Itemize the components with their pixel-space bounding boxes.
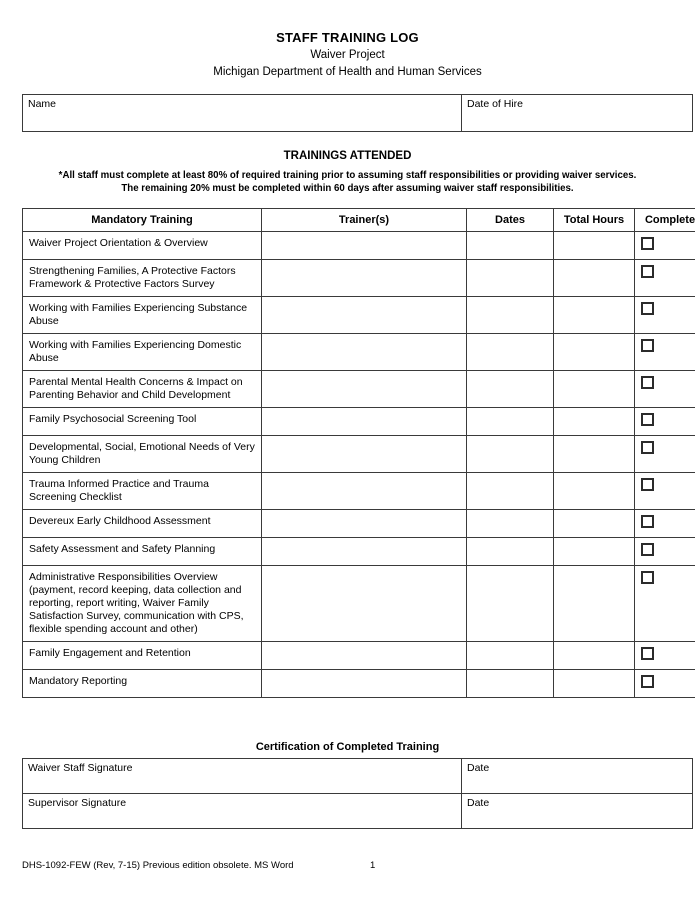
training-name-cell — [23, 510, 262, 538]
trainer-input-cell[interactable] — [262, 670, 467, 698]
dates-input-cell[interactable] — [467, 232, 554, 260]
table-row — [23, 642, 695, 670]
name-label: Name — [28, 98, 57, 110]
signature-date-label: Date — [467, 762, 490, 774]
total-hours-input-cell[interactable] — [554, 334, 635, 371]
page-number: 1 — [370, 860, 376, 871]
table-row — [23, 95, 693, 132]
dates-input-cell[interactable] — [467, 371, 554, 408]
training-name-cell — [23, 260, 262, 297]
column-header-total-hours: Total Hours — [554, 209, 635, 232]
training-name-label: Parental Mental Health Concerns & Impact on Parenting Behavior and Child Development — [29, 376, 243, 401]
training-name-cell — [23, 297, 262, 334]
trainer-input-cell[interactable] — [262, 334, 467, 371]
complete-checkbox-cell[interactable] — [635, 297, 695, 334]
training-name-label: Developmental, Social, Emotional Needs of Very Young Children — [29, 441, 255, 466]
complete-checkbox-cell[interactable] — [635, 232, 695, 260]
notice-line-1: *All staff must complete at least 80% of required training prior to assuming staff responsibilities or providing waiver services. — [58, 170, 637, 181]
date-of-hire-label: Date of Hire — [467, 98, 524, 110]
complete-checkbox-cell[interactable] — [635, 473, 695, 510]
checkbox-icon[interactable] — [641, 413, 654, 426]
document-header — [22, 0, 673, 80]
training-name-cell — [23, 436, 262, 473]
total-hours-input-cell[interactable] — [554, 538, 635, 566]
date-of-hire-field[interactable] — [462, 95, 693, 132]
training-name-label: Waiver Project Orientation & Overview — [29, 237, 208, 249]
signature-field[interactable] — [23, 794, 462, 829]
trainer-input-cell[interactable] — [262, 538, 467, 566]
training-name-label: Working with Families Experiencing Domestic Abuse — [29, 339, 242, 364]
total-hours-input-cell[interactable] — [554, 297, 635, 334]
table-row — [23, 566, 695, 642]
certification-heading: Certification of Completed Training — [255, 741, 440, 753]
checkbox-icon[interactable] — [641, 339, 654, 352]
checkbox-icon[interactable] — [641, 302, 654, 315]
trainer-input-cell[interactable] — [262, 232, 467, 260]
trainings-table-section — [22, 208, 695, 698]
table-row — [23, 510, 695, 538]
column-header-complete: Complete — [635, 209, 695, 232]
table-row — [23, 408, 695, 436]
signature-field[interactable] — [23, 759, 462, 794]
trainings-table-head — [23, 209, 695, 232]
complete-checkbox-cell[interactable] — [635, 538, 695, 566]
trainings-table-body — [23, 232, 695, 698]
column-header-trainers: Trainer(s) — [262, 209, 467, 232]
table-row — [23, 436, 695, 473]
column-header-dates: Dates — [467, 209, 554, 232]
trainer-input-cell[interactable] — [262, 260, 467, 297]
trainings-heading: TRAININGS ATTENDED — [283, 150, 412, 162]
training-name-cell — [23, 642, 262, 670]
signature-label: Supervisor Signature — [28, 797, 127, 809]
total-hours-input-cell[interactable] — [554, 408, 635, 436]
table-row — [23, 794, 693, 829]
table-row — [23, 334, 695, 371]
name-field[interactable] — [23, 95, 462, 132]
dates-input-cell[interactable] — [467, 408, 554, 436]
certification-table — [22, 758, 693, 829]
training-name-label: Devereux Early Childhood Assessment — [29, 515, 211, 527]
trainings-table — [22, 208, 695, 698]
signature-date-field[interactable] — [462, 794, 693, 829]
trainer-input-cell[interactable] — [262, 371, 467, 408]
training-name-cell — [23, 670, 262, 698]
total-hours-input-cell[interactable] — [554, 473, 635, 510]
trainer-input-cell[interactable] — [262, 510, 467, 538]
table-row — [23, 759, 693, 794]
total-hours-input-cell[interactable] — [554, 510, 635, 538]
page-subtitle: Waiver Project — [310, 49, 385, 61]
training-name-label: Family Engagement and Retention — [29, 647, 191, 659]
certification-section — [22, 740, 673, 829]
total-hours-input-cell[interactable] — [554, 566, 635, 642]
table-row — [23, 538, 695, 566]
checkbox-icon[interactable] — [641, 441, 654, 454]
agency-name: Michigan Department of Health and Human Services — [213, 66, 482, 78]
complete-checkbox-cell[interactable] — [635, 642, 695, 670]
checkbox-icon[interactable] — [641, 376, 654, 389]
checkbox-icon[interactable] — [641, 571, 654, 584]
dates-input-cell[interactable] — [467, 566, 554, 642]
table-row — [23, 473, 695, 510]
complete-checkbox-cell[interactable] — [635, 566, 695, 642]
trainer-input-cell[interactable] — [262, 408, 467, 436]
checkbox-icon[interactable] — [641, 543, 654, 556]
total-hours-input-cell[interactable] — [554, 670, 635, 698]
dates-input-cell[interactable] — [467, 334, 554, 371]
complete-checkbox-cell[interactable] — [635, 408, 695, 436]
complete-checkbox-cell[interactable] — [635, 436, 695, 473]
table-row — [23, 670, 695, 698]
signature-label: Waiver Staff Signature — [28, 762, 133, 774]
training-name-cell — [23, 334, 262, 371]
training-name-cell — [23, 408, 262, 436]
checkbox-icon[interactable] — [641, 265, 654, 278]
identity-table — [22, 94, 693, 132]
training-name-label: Mandatory Reporting — [29, 675, 128, 687]
table-row — [23, 260, 695, 297]
total-hours-input-cell[interactable] — [554, 642, 635, 670]
form-id-text: DHS-1092-FEW (Rev, 7-15) Previous edition obsolete. MS Word — [22, 860, 294, 871]
dates-input-cell[interactable] — [467, 670, 554, 698]
complete-checkbox-cell[interactable] — [635, 334, 695, 371]
identity-section — [22, 94, 673, 132]
signature-date-field[interactable] — [462, 759, 693, 794]
document-footer — [22, 860, 673, 872]
checkbox-icon[interactable] — [641, 647, 654, 660]
total-hours-input-cell[interactable] — [554, 260, 635, 297]
dates-input-cell[interactable] — [467, 297, 554, 334]
column-header-mandatory-training: Mandatory Training — [23, 209, 262, 232]
table-row — [23, 371, 695, 408]
complete-checkbox-cell[interactable] — [635, 371, 695, 408]
total-hours-input-cell[interactable] — [554, 232, 635, 260]
training-name-label: Safety Assessment and Safety Planning — [29, 543, 216, 555]
dates-input-cell[interactable] — [467, 473, 554, 510]
trainer-input-cell[interactable] — [262, 473, 467, 510]
training-name-cell — [23, 538, 262, 566]
complete-checkbox-cell[interactable] — [635, 670, 695, 698]
signature-date-label: Date — [467, 797, 490, 809]
table-row — [23, 232, 695, 260]
total-hours-input-cell[interactable] — [554, 371, 635, 408]
training-name-label: Family Psychosocial Screening Tool — [29, 413, 197, 425]
complete-checkbox-cell[interactable] — [635, 260, 695, 297]
trainer-input-cell[interactable] — [262, 642, 467, 670]
trainer-input-cell[interactable] — [262, 436, 467, 473]
table-row — [23, 297, 695, 334]
trainer-input-cell[interactable] — [262, 297, 467, 334]
training-name-label: Trauma Informed Practice and Trauma Screening Checklist — [29, 478, 209, 503]
dates-input-cell[interactable] — [467, 436, 554, 473]
complete-checkbox-cell[interactable] — [635, 510, 695, 538]
checkbox-icon[interactable] — [641, 478, 654, 491]
dates-input-cell[interactable] — [467, 260, 554, 297]
table-header-row — [23, 209, 695, 232]
training-name-cell — [23, 566, 262, 642]
dates-input-cell[interactable] — [467, 642, 554, 670]
trainings-notice — [22, 169, 673, 195]
training-name-cell — [23, 232, 262, 260]
checkbox-icon[interactable] — [641, 675, 654, 688]
checkbox-icon[interactable] — [641, 237, 654, 250]
certification-table-body — [23, 759, 693, 829]
training-name-cell — [23, 371, 262, 408]
page-title: STAFF TRAINING LOG — [276, 30, 419, 45]
training-name-cell — [23, 473, 262, 510]
total-hours-input-cell[interactable] — [554, 436, 635, 473]
training-name-label: Administrative Responsibilities Overview (payment, record keeping, data collection and reporting, report writing, Waiver Family Satisfaction Survey, communication with CPS, flexible spending account and other) — [29, 571, 244, 635]
training-name-label: Working with Families Experiencing Substance Abuse — [29, 302, 248, 327]
notice-line-2: The remaining 20% must be completed within 60 days after assuming waiver staff responsibilities. — [121, 183, 574, 194]
trainer-input-cell[interactable] — [262, 566, 467, 642]
dates-input-cell[interactable] — [467, 538, 554, 566]
dates-input-cell[interactable] — [467, 510, 554, 538]
checkbox-icon[interactable] — [641, 515, 654, 528]
training-name-label: Strengthening Families, A Protective Factors Framework & Protective Factors Survey — [29, 265, 236, 290]
